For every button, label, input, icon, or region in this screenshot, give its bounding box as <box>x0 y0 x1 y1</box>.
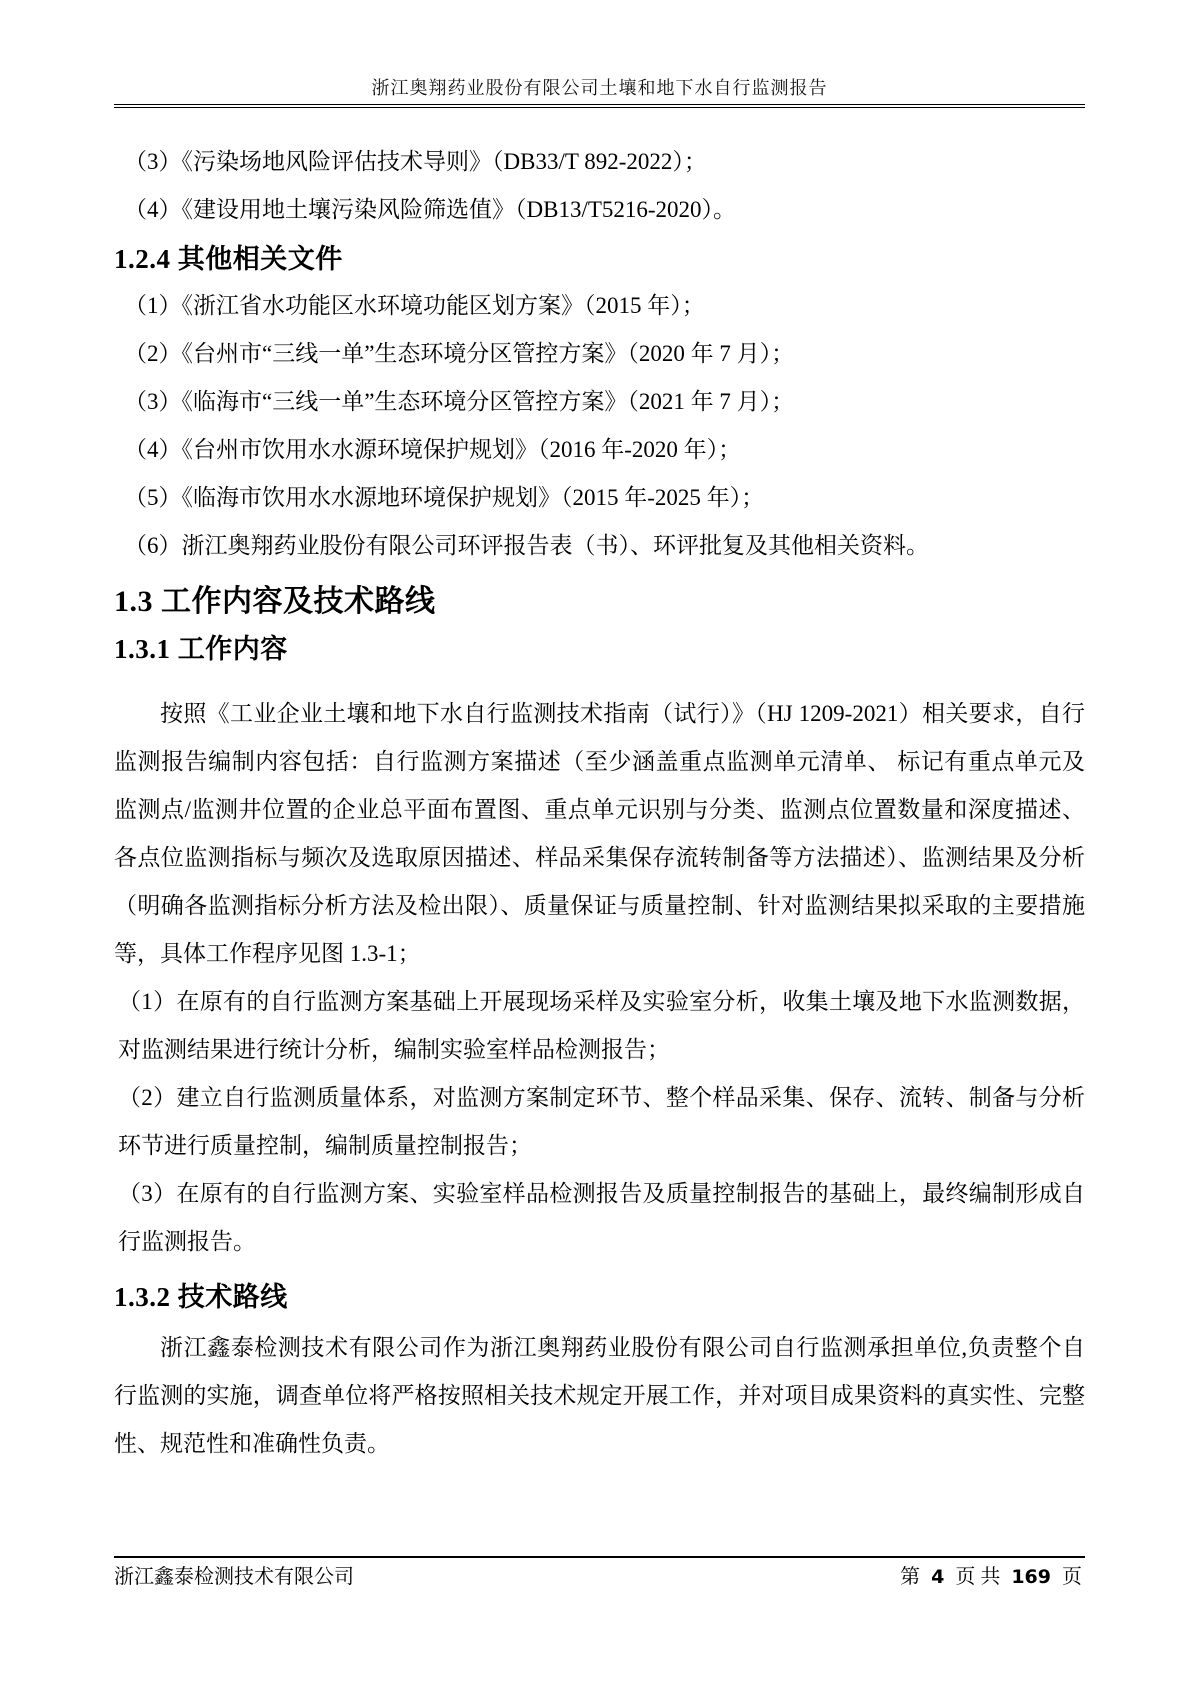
section-heading-1-3-2: 1.3.2 技术路线 <box>114 1282 288 1312</box>
header-rule <box>114 104 1085 108</box>
page-label-prefix: 第 <box>900 1566 921 1588</box>
list-item: （1）在原有的自行监测方案基础上开展现场采样及实验室分析，收集土壤及地下水监测数据，对监测结果进行统计分析，编制实验室样品检测报告； <box>118 989 1085 1062</box>
list-item: （4）《建设用地土壤污染风险筛选值》（DB13/T5216-2020）。 <box>124 197 737 222</box>
page-label-middle: 页 共 <box>955 1566 1001 1588</box>
total-page-number: 169 <box>1011 1566 1051 1588</box>
footer-company: 浙江鑫泰检测技术有限公司 <box>114 1566 354 1588</box>
list-item: （3）《污染场地风险评估技术导则》（DB33/T 892-2022）； <box>124 149 707 174</box>
page-footer <box>114 1556 1085 1592</box>
list-item: （3）在原有的自行监测方案、实验室样品检测报告及质量控制报告的基础上，最终编制形成自行监测报告。 <box>118 1181 1085 1254</box>
list-item: （2）《台州市“三线一单”生态环境分区管控方案》（2020 年 7 月）； <box>124 341 795 366</box>
section-1-3-2-paragraph: 浙江鑫泰检测技术有限公司作为浙江奥翔药业股份有限公司自行监测承担单位,负责整个自行监测的实施，调查单位将严格按照相关技术规定开展工作，并对项目成果资料的真实性、完整性、规范性和准确性负责。 <box>114 1335 1085 1456</box>
section-heading-1-3: 1.3 工作内容及技术路线 <box>114 585 436 618</box>
list-item: （4）《台州市饮用水水源环境保护规划》（2016 年-2020 年）； <box>124 437 742 462</box>
page-header <box>114 76 1085 108</box>
reference-list-continued <box>114 138 1085 234</box>
list-item: （2）建立自行监测质量体系，对监测方案制定环节、整个样品采集、保存、流转、制备与分析环节进行质量控制，编制质量控制报告； <box>118 1085 1085 1158</box>
section-1-2-4-list <box>114 282 1085 570</box>
section-heading-1-2-4: 1.2.4 其他相关文件 <box>114 244 343 274</box>
footer-pagination <box>897 1562 1085 1592</box>
list-item: （1）《浙江省水功能区水环境功能区划方案》（2015 年）； <box>124 293 705 318</box>
section-1-3-1-paragraph: 按照《工业企业土壤和地下水自行监测技术指南（试行）》（HJ 1209-2021）相关要求，自行监测报告编制内容包括：自行监测方案描述（至少涵盖重点监测单元清单、 标记有重点单元及监测点/监测井位置的企业总平面布置图、重点单元识别与分类、监测点位置数量和深度描述、各点位监测指标与频次及选取原因描述、样品采集保存流转制备等方法描述）、监测结果及分析（明确各监测指标分析方法及检出限）、质量保证与质量控制、针对监测结果拟采取的主要措施等，具体工作程序见图 1.3-1； <box>114 701 1085 966</box>
list-item: （3）《临海市“三线一单”生态环境分区管控方案》（2021 年 7 月）； <box>124 389 795 414</box>
header-title: 浙江奥翔药业股份有限公司土壤和地下水自行监测报告 <box>371 78 828 98</box>
section-heading-1-3-1: 1.3.1 工作内容 <box>114 634 288 664</box>
current-page-number: 4 <box>931 1566 945 1588</box>
page-label-suffix: 页 <box>1062 1566 1082 1588</box>
list-item: （6）浙江奥翔药业股份有限公司环评报告表（书）、环评批复及其他相关资料。 <box>124 533 929 558</box>
list-item: （5）《临海市饮用水水源地环境保护规划》（2015 年-2025 年）； <box>124 485 765 510</box>
